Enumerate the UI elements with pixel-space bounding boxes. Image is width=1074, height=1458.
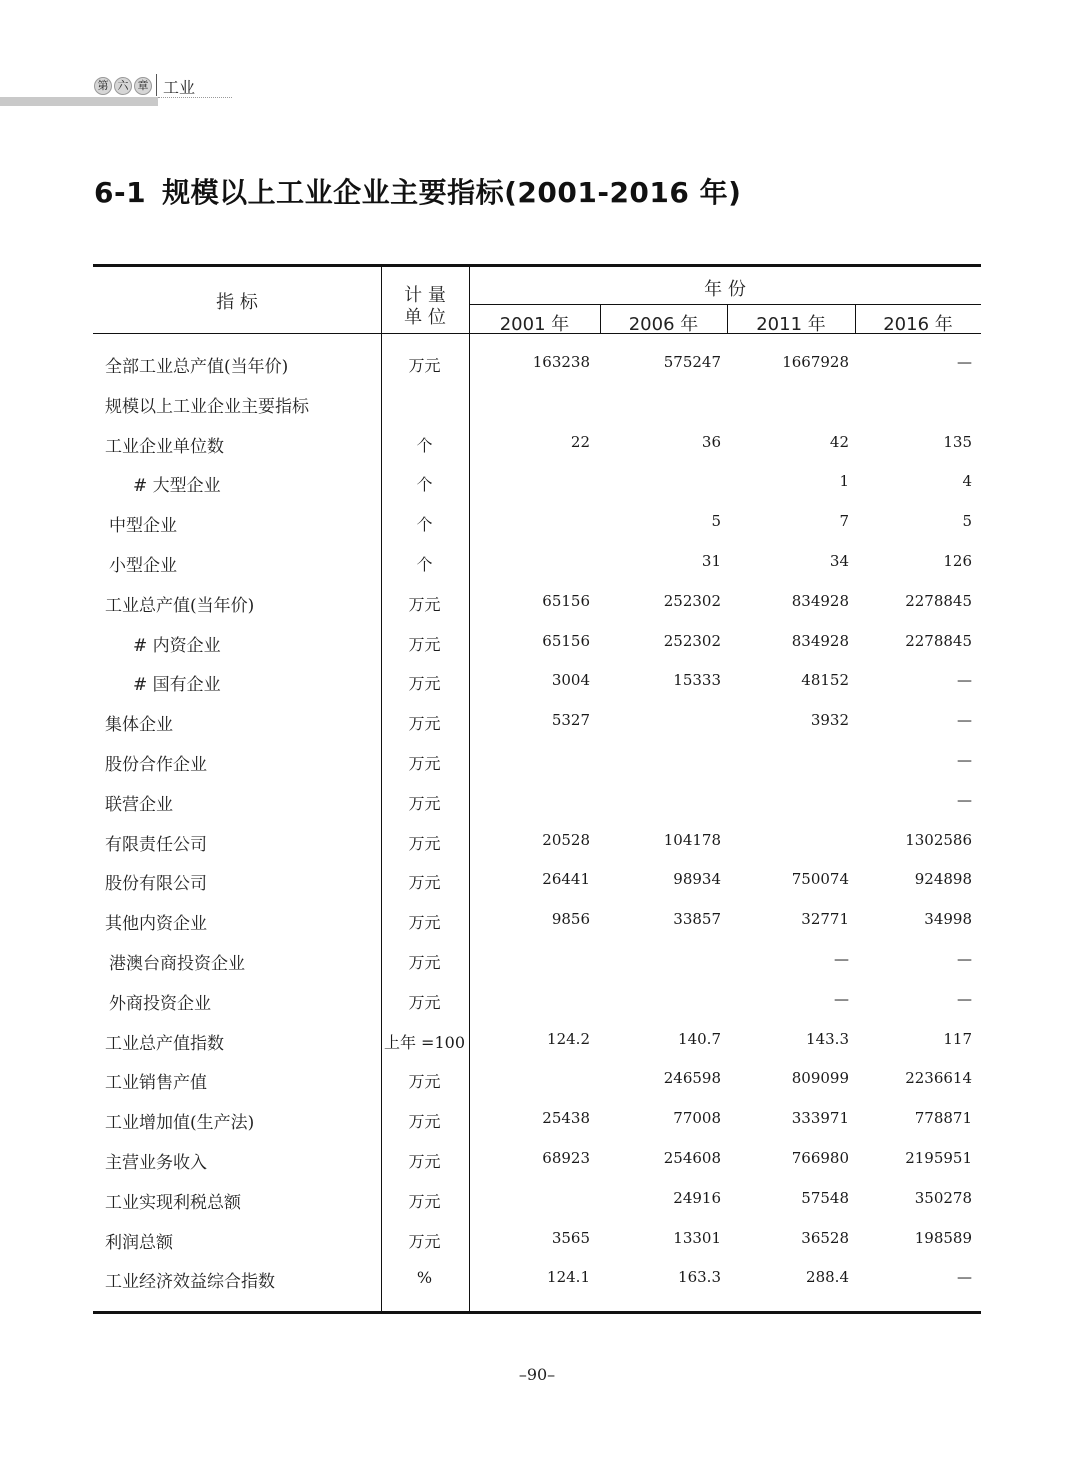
row-value: 13301: [673, 1228, 721, 1247]
row-unit: 万元: [408, 1191, 441, 1211]
row-value: 7: [839, 512, 849, 531]
row-label: 股份合作企业: [105, 755, 207, 775]
table-row: [93, 662, 981, 702]
row-label: 规模以上工业企业主要指标: [105, 396, 309, 417]
row-value: 124.1: [547, 1268, 590, 1287]
row-value: 750074: [791, 870, 849, 889]
row-value: 924898: [914, 870, 972, 889]
row-unit: 个: [416, 475, 433, 495]
row-value: 3565: [551, 1228, 590, 1247]
table-row: [93, 1259, 981, 1299]
row-unit: 万元: [408, 1152, 441, 1171]
year-group-header: 年 份: [704, 279, 746, 300]
page-number: –90–: [518, 1365, 556, 1384]
row-value: —: [834, 950, 849, 968]
row-label: 工业总产值(当年价): [105, 595, 255, 616]
row-label: 工业销售产值: [105, 1073, 207, 1094]
table-row: [93, 623, 981, 663]
row-value: 31: [701, 552, 721, 570]
row-value: 135: [943, 432, 972, 451]
row-value: 36: [701, 432, 721, 451]
row-label: # 大型企业: [133, 476, 221, 497]
row-value: 34: [829, 552, 849, 570]
row-unit: 万元: [408, 674, 441, 694]
row-value: 65156: [542, 591, 590, 610]
year-header: 2016 年: [883, 314, 953, 335]
row-unit: 万元: [408, 754, 441, 773]
row-value: 252302: [663, 591, 721, 610]
row-label: 联营企业: [105, 794, 173, 815]
row-value: 104178: [663, 830, 721, 849]
row-unit: 万元: [408, 1072, 441, 1092]
table-row: [93, 1021, 981, 1061]
row-unit: 个: [416, 515, 433, 535]
row-value: 2278845: [905, 631, 972, 650]
row-unit: 万元: [408, 634, 441, 654]
row-unit: 个: [416, 555, 433, 574]
row-value: 766980: [791, 1149, 849, 1167]
row-label: 其他内资企业: [105, 914, 207, 935]
row-value: 65156: [542, 631, 590, 650]
table-row: [93, 1220, 981, 1260]
row-unit: 万元: [408, 1112, 441, 1132]
table-row: [93, 1140, 981, 1180]
row-value: —: [957, 353, 972, 371]
row-value: —: [957, 950, 972, 968]
table-row: [93, 901, 981, 941]
table-row: [93, 1060, 981, 1100]
row-value: 77008: [673, 1109, 721, 1128]
row-value: 48152: [801, 671, 849, 690]
row-label: 中型企业: [109, 516, 177, 537]
row-value: —: [957, 790, 972, 809]
row-value: 25438: [542, 1109, 590, 1128]
chapter-char: 第: [94, 77, 112, 95]
row-label: 主营业务收入: [105, 1153, 207, 1173]
row-unit: 上年 =100: [383, 1032, 466, 1052]
row-value: 57548: [801, 1188, 849, 1207]
table-row: [93, 1100, 981, 1140]
row-value: 5: [962, 512, 972, 531]
row-value: 22: [570, 432, 590, 451]
row-value: 778871: [914, 1109, 972, 1128]
row-unit: 万元: [408, 793, 441, 813]
row-unit: 万元: [408, 594, 441, 614]
row-value: 1: [839, 472, 849, 491]
row-value: —: [957, 671, 972, 690]
table-row: [93, 344, 981, 384]
table-row: [93, 543, 981, 583]
year-header: 2011 年: [756, 314, 826, 335]
table-title: 规模以上工业企业主要指标(2001-2016 年): [162, 176, 742, 209]
row-value: 33857: [673, 910, 721, 929]
table-number: 6-1: [94, 176, 147, 209]
row-value: 2195951: [905, 1149, 972, 1167]
row-label: 工业增加值(生产法): [105, 1113, 255, 1134]
row-label: 工业实现利税总额: [105, 1192, 241, 1213]
row-value: 126: [943, 552, 972, 570]
row-value: 2278845: [905, 591, 972, 610]
table-row: [93, 463, 981, 503]
row-value: 1302586: [905, 830, 972, 849]
row-value: 124.2: [547, 1029, 590, 1048]
row-label: # 内资企业: [133, 635, 221, 656]
row-value: 68923: [542, 1149, 590, 1167]
row-unit: 万元: [408, 992, 441, 1012]
row-value: 350278: [914, 1188, 972, 1207]
row-label: 集体企业: [105, 715, 173, 736]
row-value: 3004: [551, 671, 590, 690]
row-value: 333971: [791, 1109, 849, 1128]
row-label: 利润总额: [105, 1232, 173, 1253]
section-name: 工业: [163, 78, 196, 97]
table-row: [93, 981, 981, 1021]
row-value: 198589: [914, 1228, 972, 1247]
row-label: 外商投资企业: [109, 993, 211, 1014]
row-value: —: [957, 751, 972, 769]
row-unit: 万元: [408, 356, 441, 375]
row-value: 5327: [551, 711, 590, 730]
row-value: 2236614: [905, 1069, 972, 1088]
year-header: 2001 年: [499, 314, 570, 335]
row-value: —: [957, 711, 972, 730]
chapter-badge: [94, 76, 152, 96]
row-unit: 万元: [408, 953, 441, 972]
row-value: 34998: [924, 910, 972, 929]
row-value: 32771: [801, 910, 849, 929]
table-row: [93, 424, 981, 464]
row-label: 股份有限公司: [105, 874, 207, 895]
row-value: 4: [962, 472, 972, 491]
table-row: [93, 702, 981, 742]
chapter-char: 六: [114, 77, 132, 95]
row-value: 5: [711, 512, 721, 531]
row-value: 575247: [663, 353, 721, 371]
row-value: 140.7: [678, 1029, 721, 1048]
header-bar: [0, 97, 158, 106]
row-value: 9856: [551, 910, 590, 929]
row-value: 20528: [542, 830, 590, 849]
table-row: [93, 822, 981, 862]
unit-header-line1: 计 量: [404, 285, 446, 306]
row-label: 工业经济效益综合指数: [105, 1272, 275, 1293]
year-group-rule: [469, 304, 981, 305]
row-value: 163.3: [678, 1268, 721, 1287]
row-value: 98934: [673, 870, 721, 889]
table-row: [93, 782, 981, 822]
row-value: —: [957, 989, 972, 1008]
row-value: 24916: [673, 1188, 721, 1207]
row-label: 全部工业总产值(当年价): [105, 357, 289, 377]
row-value: 288.4: [806, 1268, 849, 1287]
row-label: 港澳台商投资企业: [109, 954, 245, 974]
row-label: 有限责任公司: [105, 834, 207, 855]
row-value: 252302: [663, 631, 721, 650]
year-header: 2006 年: [628, 314, 699, 335]
header-separator: [156, 74, 157, 96]
table-top-rule: [93, 264, 981, 267]
row-value: 143.3: [806, 1029, 849, 1048]
table-row: [93, 861, 981, 901]
row-value: —: [834, 989, 849, 1008]
table-row: [93, 941, 981, 981]
row-value: 26441: [542, 870, 590, 889]
row-unit: 万元: [408, 873, 441, 893]
row-value: —: [957, 1268, 972, 1287]
row-value: 834928: [791, 591, 849, 610]
row-value: 36528: [801, 1228, 849, 1247]
chapter-char: 章: [134, 77, 152, 95]
row-unit: 万元: [408, 913, 441, 933]
row-value: 117: [943, 1029, 972, 1048]
row-value: 246598: [663, 1069, 721, 1088]
row-label: 工业企业单位数: [105, 436, 224, 457]
row-value: 834928: [791, 631, 849, 650]
row-label: 小型企业: [109, 556, 177, 576]
row-value: 254608: [663, 1149, 721, 1167]
row-value: 809099: [791, 1069, 849, 1088]
row-value: 42: [829, 432, 849, 451]
page-title: [94, 171, 741, 211]
table-row: [93, 384, 981, 424]
row-unit: 万元: [408, 1231, 441, 1251]
table-bottom-rule: [93, 1311, 981, 1314]
table-row: [93, 742, 981, 782]
row-unit: 万元: [408, 833, 441, 853]
row-value: 15333: [673, 671, 721, 690]
table-row: [93, 503, 981, 543]
table-row: [93, 583, 981, 623]
row-value: 1667928: [782, 353, 849, 371]
row-unit: 万元: [408, 714, 441, 734]
row-label: 工业总产值指数: [105, 1033, 224, 1054]
row-label: # 国有企业: [133, 675, 221, 696]
row-unit: %: [416, 1268, 433, 1288]
row-value: 163238: [532, 353, 590, 371]
indicator-header: 指 标: [216, 292, 258, 313]
unit-header-line2: 单 位: [404, 307, 446, 328]
row-unit: 个: [416, 435, 433, 455]
row-value: 3932: [810, 711, 849, 730]
table-row: [93, 1180, 981, 1220]
